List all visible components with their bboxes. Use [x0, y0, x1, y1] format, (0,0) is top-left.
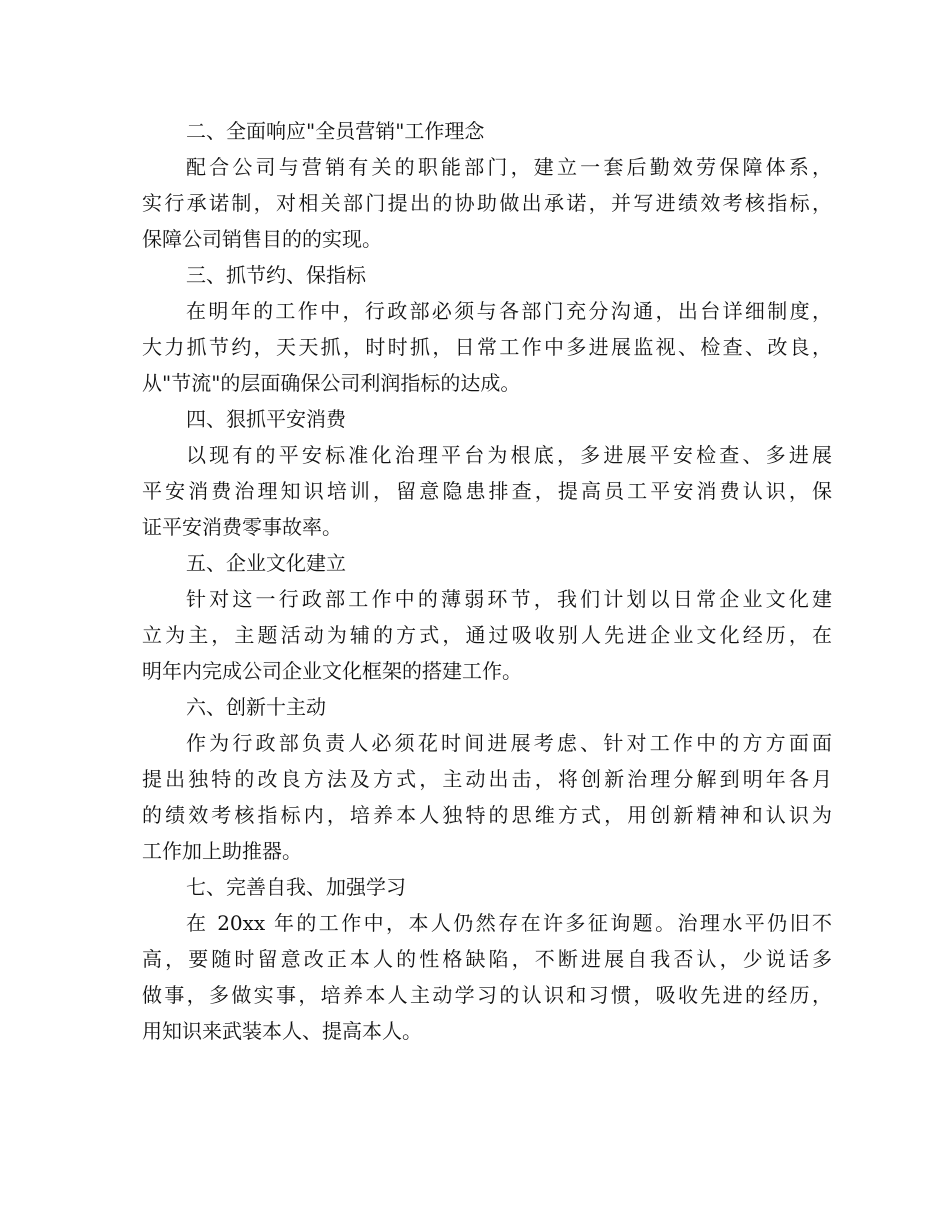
paragraph-line: 保障公司销售目的的实现。: [142, 227, 382, 251]
section-self-improvement: [142, 869, 832, 1049]
paragraph: [142, 905, 832, 1049]
paragraph: [142, 149, 832, 257]
paragraph-line: 以现有的平安标准化治理平台为根底，多进展平安检查、多进展: [186, 443, 832, 467]
paragraph-line: 在 20xx 年的工作中，本人仍然存在许多征询题。治理水平仍旧不: [186, 911, 832, 935]
paragraph-line: 做事，多做实事，培养本人主动学习的认识和习惯，吸收先进的经历，: [142, 983, 832, 1007]
paragraph-line: 在明年的工作中，行政部必须与各部门充分沟通，出台详细制度，: [186, 299, 832, 323]
section-corporate-culture: [142, 545, 832, 689]
paragraph-line: 作为行政部负责人必须花时间进展考虑、针对工作中的方方面面: [186, 731, 832, 755]
section-heading: 六、创新十主动: [186, 695, 326, 719]
paragraph-line: 大力抓节约，天天抓，时时抓，日常工作中多进展监视、检查、改良，: [142, 335, 832, 359]
paragraph-line: 工作加上助推器。: [142, 839, 302, 863]
paragraph-line: 证平安消费零事故率。: [142, 515, 342, 539]
paragraph-line: 从"节流"的层面确保公司利润指标的达成。: [142, 371, 521, 395]
section-heading: 三、抓节约、保指标: [186, 263, 366, 287]
section-heading: 五、企业文化建立: [186, 551, 346, 575]
paragraph: [142, 437, 832, 545]
paragraph-line: 立为主，主题活动为辅的方式，通过吸收别人先进企业文化经历，在: [142, 623, 832, 647]
section-comprehensive-marketing: [142, 113, 832, 257]
paragraph: [142, 293, 832, 401]
section-saving-indicators: [142, 257, 832, 401]
paragraph: [142, 725, 832, 869]
paragraph-line: 配合公司与营销有关的职能部门，建立一套后勤效劳保障体系，: [186, 155, 832, 179]
section-heading: 七、完善自我、加强学习: [186, 875, 406, 899]
section-heading: 四、狠抓平安消费: [186, 407, 346, 431]
paragraph-line: 针对这一行政部工作中的薄弱环节，我们计划以日常企业文化建: [186, 587, 832, 611]
document-body: [142, 113, 832, 1049]
section-innovation: [142, 689, 832, 869]
paragraph-line: 明年内完成公司企业文化框架的搭建工作。: [142, 659, 522, 683]
paragraph-line: 的绩效考核指标内，培养本人独特的思维方式，用创新精神和认识为: [142, 803, 832, 827]
paragraph-line: 提出独特的改良方法及方式，主动出击，将创新治理分解到明年各月: [142, 767, 832, 791]
paragraph-line: 平安消费治理知识培训，留意隐患排查，提高员工平安消费认识，保: [142, 479, 832, 503]
paragraph-line: 实行承诺制，对相关部门提出的协助做出承诺，并写进绩效考核指标，: [142, 191, 832, 215]
paragraph: [142, 581, 832, 689]
section-heading: 二、全面响应"全员营销"工作理念: [186, 119, 485, 143]
section-safety: [142, 401, 832, 545]
paragraph-line: 高，要随时留意改正本人的性格缺陷，不断进展自我否认，少说话多: [142, 947, 832, 971]
paragraph-line: 用知识来武装本人、提高本人。: [142, 1019, 422, 1043]
